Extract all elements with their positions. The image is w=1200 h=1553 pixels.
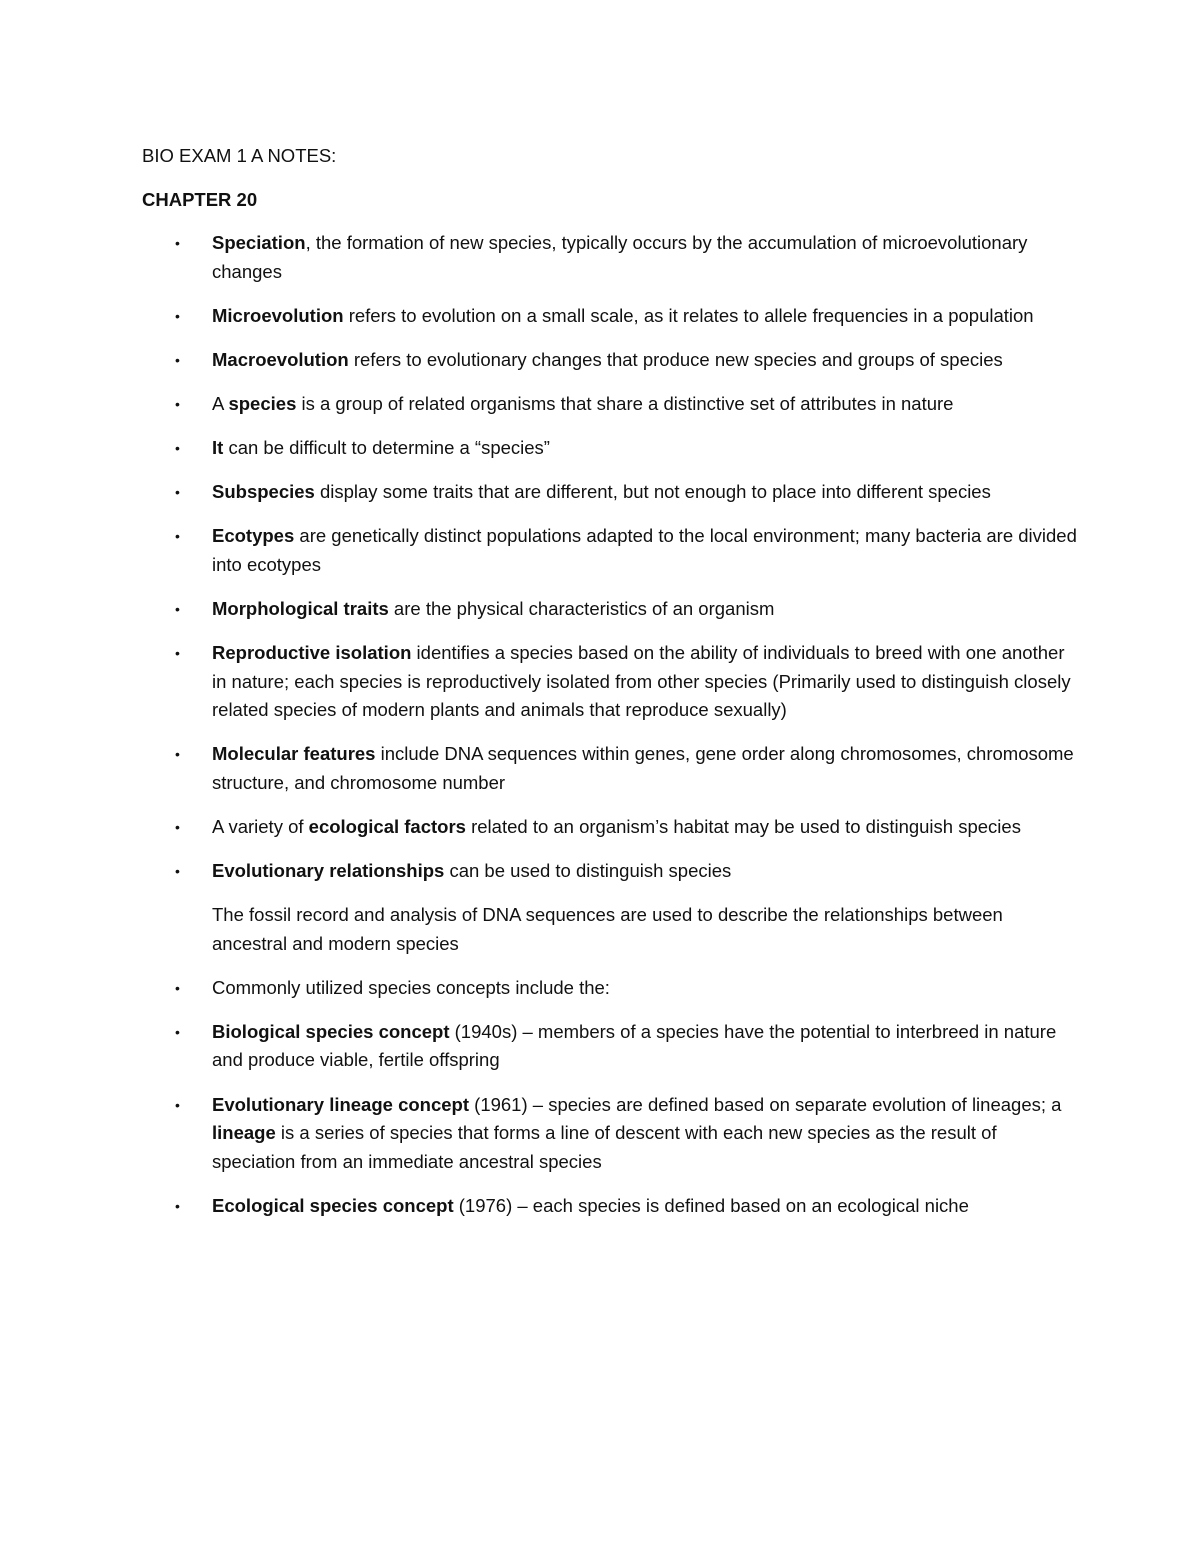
bullet-icon: • bbox=[175, 600, 180, 617]
note-term: lineage bbox=[212, 1122, 276, 1144]
bullet-icon: • bbox=[175, 863, 180, 879]
note-item bbox=[142, 434, 1082, 463]
note-text: The fossil record and analysis of DNA sequences are used to describe the relationships between ancestral and modern species bbox=[212, 904, 1003, 954]
document-title: BIO EXAM 1 A NOTES: bbox=[142, 145, 337, 166]
note-text: include DNA sequences within genes, gene order along chromosomes, chromosome structure, and chromosome number bbox=[212, 743, 1074, 793]
note-term: Ecotypes bbox=[212, 525, 295, 547]
note-term: Evolutionary lineage concept bbox=[212, 1093, 470, 1115]
note-term: It bbox=[212, 436, 224, 458]
note-term: Speciation bbox=[212, 232, 306, 253]
note-item bbox=[142, 390, 1082, 419]
note-item bbox=[142, 229, 1082, 286]
note-text: are the physical characteristics of an organism bbox=[388, 597, 775, 619]
bullet-icon: • bbox=[175, 1023, 180, 1040]
note-term: Reproductive isolation bbox=[212, 641, 412, 663]
note-text: , the formation of new species, typically occurs by the accumulation of microevolutionary changes bbox=[212, 232, 1028, 282]
bullet-icon: • bbox=[175, 484, 180, 501]
note-term: Subspecies bbox=[212, 481, 315, 503]
note-text: refers to evolutionary changes that produce new species and groups of species bbox=[348, 348, 1003, 370]
note-term: Molecular features bbox=[212, 743, 376, 765]
note-text: (1961) – species are defined based on separate evolution of lineages; a bbox=[469, 1093, 1062, 1115]
note-item bbox=[142, 813, 1082, 842]
note-item bbox=[142, 639, 1082, 725]
bullet-icon: • bbox=[175, 644, 180, 661]
bullet-icon: • bbox=[175, 351, 180, 368]
note-text: are genetically distinct populations adapted to the local environment; many bacteria are divided into ecotypes bbox=[212, 525, 1077, 575]
note-term: ecological factors bbox=[308, 815, 466, 837]
note-text: A variety of bbox=[212, 815, 309, 837]
note-text: display some traits that are different, but not enough to place into different species bbox=[314, 481, 991, 503]
note-item bbox=[142, 1192, 1082, 1221]
note-item bbox=[142, 1091, 1082, 1177]
note-item bbox=[142, 901, 1082, 958]
note-text: related to an organism’s habitat may be used to distinguish species bbox=[465, 815, 1021, 837]
note-item bbox=[142, 302, 1082, 331]
note-term: Morphological traits bbox=[212, 597, 389, 619]
note-item bbox=[142, 740, 1082, 797]
note-term: Macroevolution bbox=[212, 348, 349, 370]
note-item bbox=[142, 595, 1082, 624]
bullet-icon: • bbox=[175, 1096, 180, 1113]
note-text: refers to evolution on a small scale, as it relates to allele frequencies in a population bbox=[343, 304, 1034, 326]
bullet-icon: • bbox=[175, 307, 180, 324]
note-text: identifies a species based on the ability of individuals to breed with one another in nature; each species is reproductively isolated from other species (Primarily used to distinguish closely related species of modern plants and animals that reproduce sexually) bbox=[212, 641, 1071, 721]
note-item bbox=[142, 346, 1082, 375]
note-item bbox=[142, 522, 1082, 579]
note-item bbox=[142, 974, 1082, 1003]
notes-list bbox=[142, 229, 1082, 1236]
chapter-heading: CHAPTER 20 bbox=[142, 189, 258, 210]
note-text: is a group of related organisms that share a distinctive set of attributes in nature bbox=[296, 392, 954, 414]
note-text: (1976) – each species is defined based on an ecological niche bbox=[453, 1194, 969, 1216]
note-term: Ecological species concept bbox=[212, 1194, 454, 1216]
note-text: can be difficult to determine a “species” bbox=[223, 436, 550, 458]
bullet-icon: • bbox=[175, 235, 180, 251]
note-text: Commonly utilized species concepts include the: bbox=[212, 976, 610, 998]
note-term: species bbox=[228, 392, 297, 414]
bullet-icon: • bbox=[175, 979, 180, 996]
bullet-icon: • bbox=[175, 395, 180, 412]
note-text: A bbox=[212, 392, 229, 414]
note-item bbox=[142, 1018, 1082, 1075]
bullet-icon: • bbox=[175, 1197, 180, 1214]
note-text: can be used to distinguish species bbox=[444, 860, 732, 881]
note-term: Biological species concept bbox=[212, 1020, 450, 1042]
note-text: (1940s) – members of a species have the potential to interbreed in nature and produce viable, fertile offspring bbox=[212, 1020, 1057, 1071]
bullet-icon: • bbox=[175, 818, 180, 835]
bullet-icon: • bbox=[175, 439, 180, 456]
note-item bbox=[142, 857, 1082, 886]
note-term: Microevolution bbox=[212, 304, 344, 326]
note-term: Evolutionary relationships bbox=[212, 860, 445, 881]
bullet-icon: • bbox=[175, 746, 180, 763]
bullet-icon: • bbox=[175, 528, 180, 545]
note-item bbox=[142, 478, 1082, 507]
note-text: is a series of species that forms a line of descent with each new species as the result of speciation from an immediate ancestral species bbox=[212, 1122, 997, 1172]
